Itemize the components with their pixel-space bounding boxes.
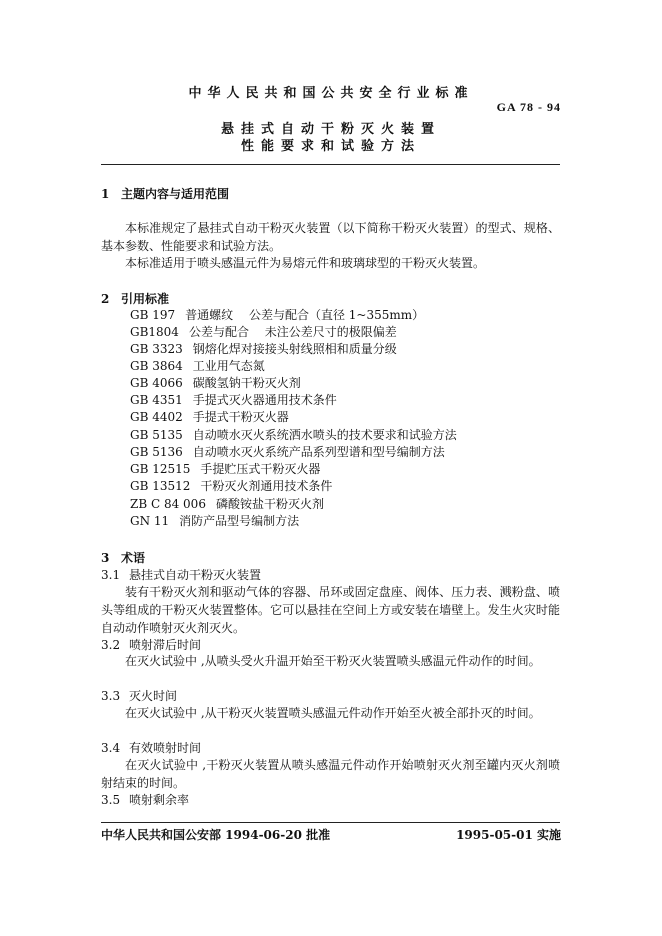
document-title-line1: 悬挂式自动干粉灭火装置 (220, 122, 441, 137)
reference-item: GN 11 消防产品型号编制方法 (130, 514, 300, 528)
reference-item: GB 197 普通螺纹 公差与配合（直径 1~355mm） (130, 308, 425, 322)
reference-item: ZB C 84 006 磷酸铵盐干粉灭火剂 (130, 497, 324, 511)
document-title-line2: 性能要求和试验方法 (240, 139, 421, 154)
term-heading: 3.4 有效喷射时间 (101, 741, 202, 755)
reference-item: GB 4066 碳酸氢钠干粉灭火剂 (130, 376, 301, 390)
section-3-heading (101, 549, 145, 566)
term-heading: 3.5 喷射剩余率 (101, 793, 190, 807)
term-heading: 3.1 悬挂式自动干粉灭火装置 (101, 568, 262, 582)
term-heading: 3.3 灭火时间 (101, 689, 178, 703)
term-definition: 装有干粉灭火剂和驱动气体的容器、吊环或固定盘座、阀体、压力表、溅粉盘、喷头等组成的干粉灭火装置整体。它可以悬挂在空间上方或安装在墙壁上。发生火灾时能自动动作喷射灭火剂灭火。 (101, 585, 560, 635)
term-definition: 在灭火试验中 ,从干粉灭火装置喷头感温元件动作开始至火被全部扑灭的时间。 (125, 706, 541, 720)
section-number: 3 (101, 551, 110, 565)
footer-divider (101, 822, 560, 823)
term-definition: 在灭火试验中 ,从喷头受火升温开始至干粉灭火装置喷头感温元件动作的时间。 (125, 654, 541, 668)
reference-item: GB 3864 工业用气态氮 (130, 359, 265, 373)
section-title: 主题内容与适用范围 (121, 187, 230, 201)
reference-item: GB 4402 手提式干粉灭火器 (130, 410, 289, 424)
reference-item: GB 4351 手提式灭火器通用技术条件 (130, 393, 337, 407)
section-1-paragraph-1: 本标准规定了悬挂式自动干粉灭火装置（以下简称干粉灭火装置）的型式、规格、基本参数、性能要求和试验方法。 (101, 221, 560, 253)
approval-note: 中华人民共和国公安部 1994-06-20 批准 (101, 828, 331, 842)
section-2-heading (101, 290, 169, 307)
section-number: 1 (101, 187, 110, 201)
section-1-heading (101, 185, 229, 202)
section-title: 引用标准 (121, 292, 170, 306)
reference-item: GB 13512 干粉灭火剂通用技术条件 (130, 479, 333, 493)
header-divider (101, 164, 560, 165)
reference-item: GB1804 公差与配合 未注公差尺寸的极限偏差 (130, 325, 397, 339)
standard-code: GA 78 - 94 (496, 100, 561, 114)
reference-item: GB 3323 钢熔化焊对接接头射线照相和质量分级 (130, 342, 397, 356)
reference-item: GB 12515 手提贮压式干粉灭火器 (130, 462, 321, 476)
section-number: 2 (101, 292, 110, 306)
reference-item: GB 5136 自动喷水灭火系统产品系列型谱和型号编制方法 (130, 445, 445, 459)
section-title: 术语 (121, 551, 146, 565)
implementation-date: 1995-05-01 实施 (456, 828, 561, 842)
reference-item: GB 5135 自动喷水灭火系统洒水喷头的技术要求和试验方法 (130, 428, 457, 442)
section-1-paragraph-2: 本标准适用于喷头感温元件为易熔元件和玻璃球型的干粉灭火装置。 (125, 256, 486, 270)
term-definition: 在灭火试验中 ,干粉灭火装置从喷头感温元件动作开始喷射灭火剂至罐内灭火剂喷射结束的时间。 (101, 758, 560, 790)
term-heading: 3.2 喷射滞后时间 (101, 638, 202, 652)
standard-title: 中华人民共和国公共安全行业标准 (188, 86, 474, 101)
